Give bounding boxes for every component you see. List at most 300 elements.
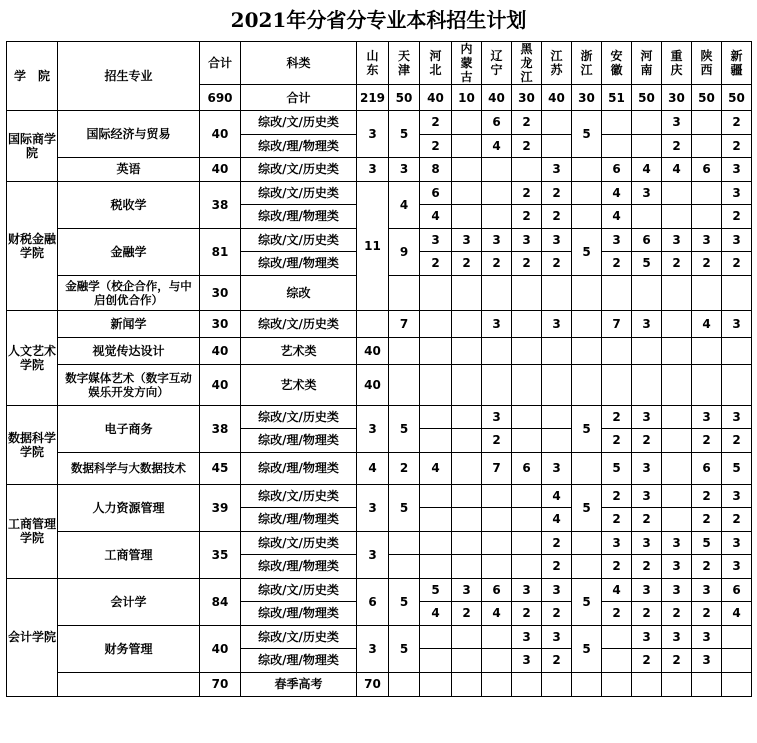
value-cell: 7 (602, 310, 632, 337)
value-cell (692, 181, 722, 205)
value-cell: 3 (632, 452, 662, 484)
value-cell: 2 (512, 252, 542, 276)
value-cell: 3 (632, 484, 662, 508)
value-cell: 2 (662, 252, 692, 276)
college-intl: 国际商学院 (7, 111, 58, 182)
value-cell (662, 310, 692, 337)
value-cell (662, 364, 692, 405)
value-cell (452, 508, 482, 532)
major-total: 30 (200, 310, 241, 337)
college-hum: 人文艺术学院 (7, 310, 58, 405)
value-cell (452, 405, 482, 429)
value-cell (452, 672, 482, 696)
value-cell: 3 (662, 111, 692, 135)
value-cell: 6 (632, 228, 662, 252)
value-cell: 3 (512, 649, 542, 673)
value-cell: 2 (542, 205, 572, 229)
value-cell (692, 337, 722, 364)
value-cell: 3 (632, 181, 662, 205)
value-cell (722, 649, 752, 673)
value-cell: 5 (692, 531, 722, 555)
value-cell (420, 337, 452, 364)
major-total: 35 (200, 531, 241, 578)
value-cell (482, 337, 512, 364)
value-cell (722, 364, 752, 405)
value-cell: 4 (482, 602, 512, 626)
value-cell: 2 (722, 111, 752, 135)
value-cell (542, 429, 572, 453)
value-cell (572, 555, 602, 579)
value-cell (420, 508, 452, 532)
value-cell (572, 205, 602, 229)
value-cell: 5 (389, 578, 420, 625)
major-total: 40 (200, 111, 241, 158)
major-cell: 视觉传达设计 (58, 337, 200, 364)
value-cell: 4 (420, 602, 452, 626)
value-cell: 3 (542, 578, 572, 602)
value-cell: 3 (542, 310, 572, 337)
header-province: 内蒙古 (452, 42, 482, 85)
value-cell (512, 158, 542, 182)
value-cell (389, 364, 420, 405)
value-cell: 5 (389, 484, 420, 531)
value-cell: 2 (542, 181, 572, 205)
value-cell: 5 (420, 578, 452, 602)
major-cell: 数据科学与大数据技术 (58, 452, 200, 484)
table-row (7, 672, 752, 696)
major-cell: 英语 (58, 158, 200, 182)
header-province: 陕西 (692, 42, 722, 85)
category-cell: 综改/理/物理类 (241, 134, 357, 158)
value-cell (572, 452, 602, 484)
value-cell (420, 310, 452, 337)
major-total: 30 (200, 275, 241, 310)
category-cell: 春季高考 (241, 672, 357, 696)
value-cell: 2 (632, 555, 662, 579)
value-cell (482, 649, 512, 673)
major-cell: 新闻学 (58, 310, 200, 337)
value-cell: 5 (632, 252, 662, 276)
value-cell: 2 (512, 134, 542, 158)
province-total: 50 (722, 85, 752, 111)
header-province: 黑龙江 (512, 42, 542, 85)
value-cell (512, 531, 542, 555)
table-row (7, 484, 752, 508)
value-cell: 6 (482, 111, 512, 135)
value-cell: 3 (512, 228, 542, 252)
value-cell: 3 (722, 405, 752, 429)
value-cell: 2 (692, 252, 722, 276)
table-row (7, 625, 752, 649)
value-cell: 3 (602, 228, 632, 252)
value-cell: 40 (357, 364, 389, 405)
value-cell (452, 531, 482, 555)
major-cell (58, 672, 200, 696)
value-cell: 3 (632, 310, 662, 337)
value-cell: 3 (662, 625, 692, 649)
value-cell (389, 275, 420, 310)
value-cell (452, 111, 482, 135)
major-total: 81 (200, 228, 241, 275)
value-cell: 2 (602, 429, 632, 453)
value-cell: 4 (692, 310, 722, 337)
value-cell (482, 508, 512, 532)
value-cell: 2 (512, 181, 542, 205)
value-cell: 2 (420, 111, 452, 135)
value-cell: 2 (602, 602, 632, 626)
value-cell: 2 (692, 602, 722, 626)
value-cell (452, 555, 482, 579)
value-cell (512, 337, 542, 364)
value-cell (572, 531, 602, 555)
value-cell (572, 310, 602, 337)
category-cell: 综改/理/物理类 (241, 508, 357, 532)
value-cell: 7 (389, 310, 420, 337)
value-cell: 2 (389, 452, 420, 484)
value-cell (602, 364, 632, 405)
value-cell: 3 (420, 228, 452, 252)
value-cell: 5 (572, 405, 602, 452)
value-cell (662, 484, 692, 508)
value-cell: 2 (692, 555, 722, 579)
value-cell: 4 (602, 181, 632, 205)
major-cell: 金融学 (58, 228, 200, 275)
value-cell: 3 (662, 531, 692, 555)
table-row (7, 310, 752, 337)
value-cell: 6 (692, 452, 722, 484)
value-cell: 4 (542, 508, 572, 532)
province-total: 40 (542, 85, 572, 111)
value-cell: 2 (632, 602, 662, 626)
major-cell: 税收学 (58, 181, 200, 228)
value-cell (632, 364, 662, 405)
major-cell: 工商管理 (58, 531, 200, 578)
value-cell (542, 405, 572, 429)
value-cell (482, 531, 512, 555)
value-cell (662, 275, 692, 310)
value-cell (482, 158, 512, 182)
value-cell (572, 275, 602, 310)
value-cell (602, 337, 632, 364)
value-cell: 5 (572, 578, 602, 625)
value-cell: 6 (512, 452, 542, 484)
value-cell (389, 337, 420, 364)
value-cell: 9 (389, 228, 420, 275)
category-cell: 综改/文/历史类 (241, 405, 357, 429)
value-cell: 3 (357, 531, 389, 578)
table-row (7, 531, 752, 555)
value-cell (662, 429, 692, 453)
value-cell: 3 (662, 555, 692, 579)
value-cell: 3 (357, 111, 389, 158)
value-cell (482, 625, 512, 649)
value-cell (482, 484, 512, 508)
value-cell: 4 (602, 205, 632, 229)
table-row (7, 158, 752, 182)
value-cell: 3 (692, 405, 722, 429)
value-cell (389, 531, 420, 555)
value-cell: 2 (632, 508, 662, 532)
value-cell (572, 181, 602, 205)
value-cell: 2 (602, 508, 632, 532)
value-cell: 2 (692, 484, 722, 508)
value-cell (692, 111, 722, 135)
value-cell (452, 158, 482, 182)
value-cell (512, 672, 542, 696)
value-cell (632, 337, 662, 364)
value-cell: 3 (512, 625, 542, 649)
header-province: 辽宁 (482, 42, 512, 85)
value-cell (512, 275, 542, 310)
major-total: 40 (200, 158, 241, 182)
value-cell: 3 (722, 181, 752, 205)
value-cell (602, 111, 632, 135)
college-tax: 财税金融学院 (7, 181, 58, 310)
major-total: 40 (200, 337, 241, 364)
table-row (7, 181, 752, 205)
value-cell: 6 (692, 158, 722, 182)
category-cell: 艺术类 (241, 364, 357, 405)
value-cell: 2 (542, 555, 572, 579)
value-cell: 2 (542, 602, 572, 626)
value-cell: 2 (632, 649, 662, 673)
value-cell (602, 672, 632, 696)
value-cell (420, 275, 452, 310)
value-cell (482, 672, 512, 696)
value-cell (662, 337, 692, 364)
major-total: 40 (200, 364, 241, 405)
value-cell (452, 625, 482, 649)
value-cell (662, 205, 692, 229)
value-cell: 3 (692, 649, 722, 673)
category-cell: 综改/文/历史类 (241, 578, 357, 602)
category-cell: 综改/理/物理类 (241, 555, 357, 579)
province-total: 30 (572, 85, 602, 111)
value-cell (420, 625, 452, 649)
value-cell: 2 (722, 429, 752, 453)
value-cell: 8 (420, 158, 452, 182)
value-cell (662, 405, 692, 429)
grand-total: 690 (200, 85, 241, 111)
category-cell: 综改/文/历史类 (241, 228, 357, 252)
value-cell: 3 (482, 228, 512, 252)
category-cell: 综改/文/历史类 (241, 310, 357, 337)
value-cell (602, 625, 632, 649)
value-cell: 3 (357, 625, 389, 672)
value-cell (452, 134, 482, 158)
province-total: 40 (482, 85, 512, 111)
value-cell (542, 275, 572, 310)
category-cell: 综改/文/历史类 (241, 531, 357, 555)
header-province: 河北 (420, 42, 452, 85)
value-cell: 6 (722, 578, 752, 602)
value-cell: 6 (357, 578, 389, 625)
value-cell (662, 508, 692, 532)
value-cell: 6 (420, 181, 452, 205)
value-cell (452, 181, 482, 205)
value-cell (420, 672, 452, 696)
value-cell: 2 (602, 484, 632, 508)
category-cell: 综改/文/历史类 (241, 625, 357, 649)
value-cell: 5 (602, 452, 632, 484)
value-cell (692, 275, 722, 310)
value-cell: 70 (357, 672, 389, 696)
category-cell: 综改/文/历史类 (241, 111, 357, 135)
value-cell (632, 672, 662, 696)
header-category: 科类 (241, 42, 357, 85)
value-cell: 2 (512, 111, 542, 135)
value-cell: 3 (542, 158, 572, 182)
value-cell (420, 555, 452, 579)
major-cell: 国际经济与贸易 (58, 111, 200, 158)
value-cell: 3 (482, 310, 512, 337)
value-cell: 2 (692, 508, 722, 532)
value-cell: 2 (420, 134, 452, 158)
value-cell (420, 484, 452, 508)
value-cell: 2 (632, 429, 662, 453)
value-cell: 4 (389, 181, 420, 228)
value-cell: 2 (722, 508, 752, 532)
value-cell (452, 310, 482, 337)
value-cell (389, 672, 420, 696)
value-cell (482, 181, 512, 205)
value-cell: 3 (632, 578, 662, 602)
value-cell: 5 (572, 228, 602, 275)
value-cell: 5 (572, 111, 602, 158)
value-cell (692, 364, 722, 405)
value-cell (482, 205, 512, 229)
category-cell: 综改/理/物理类 (241, 252, 357, 276)
value-cell: 6 (602, 158, 632, 182)
value-cell: 2 (512, 205, 542, 229)
category-cell: 综改/理/物理类 (241, 602, 357, 626)
enrollment-plan-table (6, 41, 752, 697)
value-cell: 2 (542, 649, 572, 673)
value-cell (512, 555, 542, 579)
value-cell: 2 (662, 602, 692, 626)
value-cell (482, 275, 512, 310)
value-cell (542, 111, 572, 135)
value-cell: 3 (542, 625, 572, 649)
province-total: 50 (389, 85, 420, 111)
value-cell: 5 (572, 625, 602, 672)
province-total: 50 (692, 85, 722, 111)
value-cell: 40 (357, 337, 389, 364)
value-cell: 2 (692, 429, 722, 453)
value-cell (512, 364, 542, 405)
value-cell: 3 (632, 531, 662, 555)
major-total: 45 (200, 452, 241, 484)
value-cell (722, 337, 752, 364)
value-cell: 5 (389, 111, 420, 158)
value-cell: 3 (632, 405, 662, 429)
value-cell: 3 (722, 228, 752, 252)
value-cell (452, 337, 482, 364)
value-cell: 2 (482, 429, 512, 453)
value-cell: 2 (452, 252, 482, 276)
value-cell: 3 (722, 555, 752, 579)
value-cell: 4 (602, 578, 632, 602)
value-cell (542, 134, 572, 158)
major-total: 70 (200, 672, 241, 696)
value-cell: 3 (512, 578, 542, 602)
value-cell (662, 672, 692, 696)
major-total: 40 (200, 625, 241, 672)
category-cell: 综改/理/物理类 (241, 649, 357, 673)
value-cell: 3 (542, 228, 572, 252)
header-major: 招生专业 (58, 42, 200, 111)
value-cell (512, 484, 542, 508)
value-cell (662, 452, 692, 484)
header-province: 新疆 (722, 42, 752, 85)
value-cell: 3 (662, 228, 692, 252)
major-cell: 会计学 (58, 578, 200, 625)
value-cell (482, 555, 512, 579)
value-cell: 2 (662, 134, 692, 158)
value-cell: 4 (632, 158, 662, 182)
major-cell: 财务管理 (58, 625, 200, 672)
value-cell: 3 (357, 484, 389, 531)
header-province: 河南 (632, 42, 662, 85)
value-cell (632, 134, 662, 158)
value-cell (420, 531, 452, 555)
page-title: 2021年分省分专业本科招生计划 (230, 8, 527, 32)
value-cell: 7 (482, 452, 512, 484)
value-cell (722, 275, 752, 310)
value-cell: 6 (482, 578, 512, 602)
table-row (7, 337, 752, 364)
value-cell: 3 (722, 531, 752, 555)
college-data: 数据科学学院 (7, 405, 58, 484)
value-cell: 3 (692, 625, 722, 649)
major-total: 84 (200, 578, 241, 625)
value-cell (512, 405, 542, 429)
header-province: 浙江 (572, 42, 602, 85)
value-cell (452, 205, 482, 229)
value-cell (357, 310, 389, 337)
value-cell: 3 (482, 405, 512, 429)
value-cell (389, 555, 420, 579)
province-total: 219 (357, 85, 389, 111)
value-cell (602, 649, 632, 673)
header-province: 山东 (357, 42, 389, 85)
value-cell (420, 429, 452, 453)
value-cell (420, 405, 452, 429)
value-cell (420, 364, 452, 405)
value-cell (572, 672, 602, 696)
value-cell (452, 275, 482, 310)
value-cell: 3 (357, 158, 389, 182)
value-cell: 5 (722, 452, 752, 484)
value-cell (662, 181, 692, 205)
value-cell (452, 364, 482, 405)
value-cell (602, 134, 632, 158)
header-college: 学 院 (7, 42, 58, 111)
value-cell: 2 (602, 405, 632, 429)
province-total: 30 (662, 85, 692, 111)
value-cell: 4 (542, 484, 572, 508)
value-cell (452, 649, 482, 673)
value-cell: 2 (542, 252, 572, 276)
header-province: 天津 (389, 42, 420, 85)
value-cell: 4 (482, 134, 512, 158)
value-cell: 4 (420, 205, 452, 229)
value-cell (512, 508, 542, 532)
major-cell: 金融学（校企合作，与中启创优合作） (58, 275, 200, 310)
value-cell: 2 (452, 602, 482, 626)
value-cell (632, 275, 662, 310)
value-cell (692, 672, 722, 696)
